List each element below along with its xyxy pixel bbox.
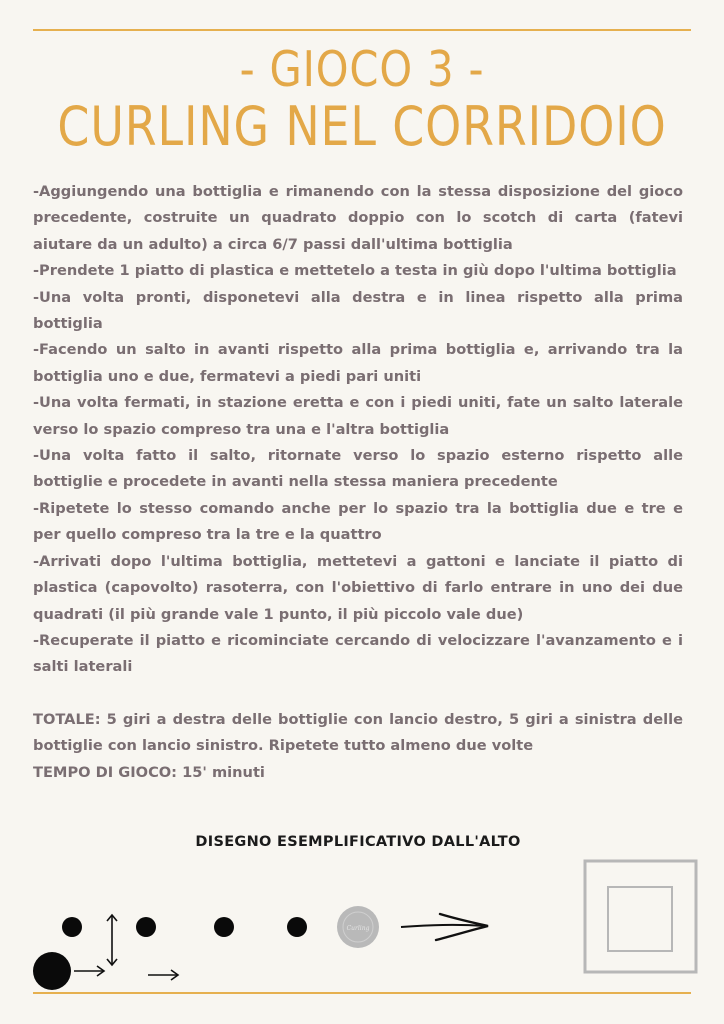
play-time-text: TEMPO DI GIOCO: 15' minuti — [33, 763, 265, 781]
instruction-paragraph: -Recuperate il piatto e ricominciate cercando di velocizzare l'avanzamento e i salti laterali — [33, 631, 683, 676]
game-number-title: - GIOCO 3 - — [239, 41, 485, 98]
game-name-title: CURLING NEL CORRIDOIO — [57, 95, 667, 158]
outer-square — [585, 861, 696, 972]
instruction-paragraph: -Una volta fatto il salto, ritornate verso lo spazio esterno rispetto alle bottiglie e procedete in avanti nella stessa maniera precedente — [33, 447, 683, 491]
lateral-jump-arrow-icon — [107, 915, 117, 965]
instructions-body — [33, 179, 683, 786]
instruction-paragraph: -Prendete 1 piatto di plastica e mettetelo a testa in giù dopo l'ultima bottiglia — [33, 262, 677, 280]
bottle-icon — [214, 917, 234, 937]
spacer — [33, 681, 683, 707]
totals-text: TOTALE: 5 giri a destra delle bottiglie con lancio destro, 5 giri a sinistra delle bottiglie con lancio sinistro. Ripetete tutto almeno due volte — [33, 710, 683, 755]
bottom-divider — [33, 992, 691, 994]
instruction-paragraph: -Una volta fermati, in stazione eretta e con i piedi uniti, fate un salto laterale verso lo spazio compreso tra una e l'altra bottiglia — [33, 394, 683, 438]
forward-arrow-icon — [74, 966, 104, 976]
bottle-icon — [136, 917, 156, 937]
instruction-paragraph: -Aggiungendo una bottiglia e rimanendo con la stessa disposizione del gioco precedente, costruite un quadrato doppio con lo scotch di carta (fatevi aiutare da un adulto) a circa 6/7 passi dall'ultima bottiglia — [33, 183, 683, 253]
inner-square — [608, 887, 672, 951]
plate-label: Curling — [346, 925, 370, 932]
plate-icon — [337, 906, 379, 948]
instruction-paragraph: -Arrivati dopo l'ultima bottiglia, mettetevi a gattoni e lanciate il piatto di plastica (capovolto) rasoterra, con l'obiettivo di farlo entrare in uno dei due quadrati (il più grande vale 1 punto, il più piccolo vale due) — [33, 552, 683, 623]
diagram-title: DISEGNO ESEMPLIFICATIVO DALL'ALTO — [195, 834, 521, 850]
forward-arrow-icon — [148, 970, 178, 980]
throw-arrow-icon — [401, 914, 488, 940]
diagram — [0, 850, 724, 992]
instruction-paragraph: -Facendo un salto in avanti rispetto alla prima bottiglia e, arrivando tra la bottiglia uno e due, fermatevi a piedi pari uniti — [33, 341, 683, 385]
bottle-icon — [287, 917, 307, 937]
instruction-paragraph: -Una volta pronti, disponetevi alla destra e in linea rispetto alla prima bottiglia — [33, 288, 683, 333]
player-icon — [33, 952, 71, 990]
instruction-paragraph: -Ripetete lo stesso comando anche per lo spazio tra la bottiglia due e tre e per quello compreso tra la tre e la quattro — [33, 499, 683, 544]
target-squares — [585, 861, 696, 972]
bottle-icon — [62, 917, 82, 937]
top-divider — [33, 29, 691, 31]
